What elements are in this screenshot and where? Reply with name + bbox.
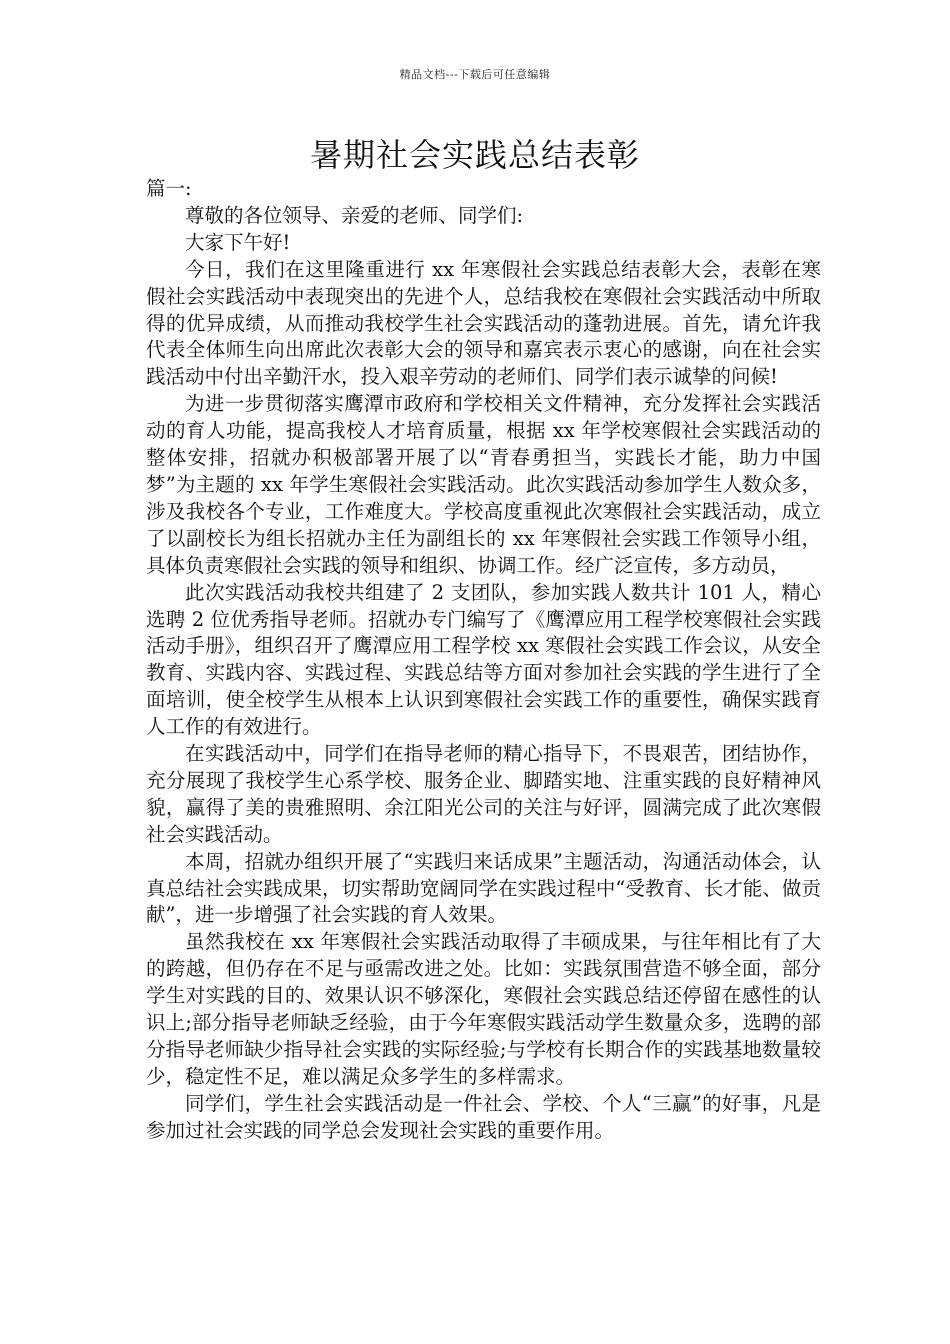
paragraph: 本周，招就办组织开展了“实践归来话成果”主题活动，沟通活动体会，认真总结社会实践成果，切实帮助宽阔同学在实践过程中“受教育、长才能、做贡献”，进一步增强了社会实践的育人效果。 bbox=[146, 849, 821, 927]
document-body bbox=[146, 176, 821, 1145]
salutation: 尊敬的各位领导、亲爱的老师、同学们: bbox=[185, 203, 524, 227]
greeting: 大家下午好! bbox=[185, 230, 291, 254]
paragraph: 在实践活动中，同学们在指导老师的精心指导下，不畏艰苦，团结协作，充分展现了我校学生心系学校、服务企业、脚踏实地、注重实践的良好精神风貌，赢得了美的贵雅照明、余江阳光公司的关注与好评，圆满完成了此次寒假社会实践活动。 bbox=[146, 742, 821, 846]
section-label: 篇一: bbox=[146, 177, 192, 200]
page-header-note: 精品文档---下载后可任意编辑 bbox=[399, 68, 551, 81]
paragraph: 同学们，学生社会实践活动是一件社会、学校、个人“三赢”的好事，凡是参加过社会实践的同学总会发现社会实践的重要作用。 bbox=[146, 1091, 821, 1142]
paragraph: 今日，我们在这里隆重进行 xx 年寒假社会实践总结表彰大会，表彰在寒假社会实践活动中表现突出的先进个人，总结我校在寒假社会实践活动中所取得的优异成绩，从而推动我校学生社会实践活动的蓬勃进展。首先，请允许我代表全体师生向出席此次表彰大会的领导和嘉宾表示衷心的感谢，向在社会实践活动中付出辛勤汗水，投入艰辛劳动的老师们、同学们表示诚挚的问候! bbox=[146, 257, 821, 389]
paragraph: 虽然我校在 xx 年寒假社会实践活动取得了丰硕成果，与往年相比有了大的跨越，但仍存在不足与亟需改进之处。比如：实践氛围营造不够全面，部分学生对实践的目的、效果认识不够深化，寒假社会实践总结还停留在感性的认识上;部分指导老师缺乏经验，由于今年寒假实践活动学生数量众多，选聘的部分指导老师缺少指导社会实践的实际经验;与学校有长期合作的实践基地数量较少，稳定性不足，难以满足众多学生的多样需求。 bbox=[146, 930, 821, 1088]
paragraph: 此次实践活动我校共组建了 2 支团队，参加实践人数共计 101 人，精心选聘 2 位优秀指导老师。招就办专门编写了《鹰潭应用工程学校寒假社会实践活动手册》，组织召开了鹰潭应用工程学校 xx 寒假社会实践工作会议，从安全教育、实践内容、实践过程、实践总结等方面对参加社会实践的学生进行了全面培训，使全校学生从根本上认识到寒假社会实践工作的重要性，确保实践育人工作的有效进行。 bbox=[146, 580, 821, 739]
paragraph: 为进一步贯彻落实鹰潭市政府和学校相关文件精神，充分发挥社会实践活动的育人功能，提高我校人才培育质量，根据 xx 年学校寒假社会实践活动的整体安排，招就办积极部署开展了以“青春勇担当，实践长才能，助力中国梦”为主题的 xx 年学生寒假社会实践活动。此次实践活动参加学生人数众多，涉及我校各个专业，工作难度大。学校高度重视此次寒假社会实践活动，成立了以副校长为组长招就办主任为副组长的 xx 年寒假社会实践工作领导小组，具体负责寒假社会实践的领导和组织、协调工作。经广泛宣传，多方动员， bbox=[146, 392, 821, 577]
document-title: 暑期社会实践总结表彰 bbox=[309, 136, 640, 174]
